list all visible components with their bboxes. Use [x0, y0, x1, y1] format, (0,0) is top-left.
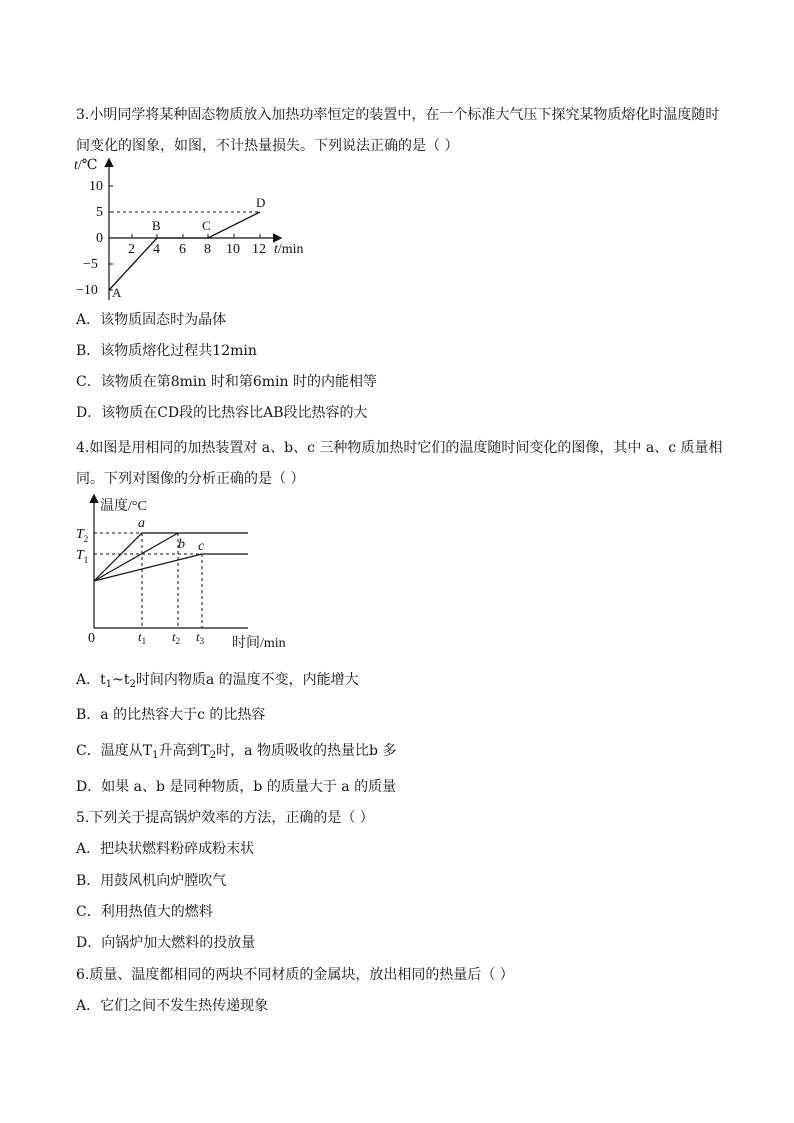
question-4-option-d: D．如果 a、b 是同种物质，b 的质量大于 a 的质量: [76, 779, 397, 795]
svg-text:t/min: [274, 242, 304, 257]
question-5-option-a: A．把块状燃料粉碎成粉末状: [76, 841, 255, 857]
curve-c-label: c: [198, 539, 205, 554]
curve-a: [94, 533, 248, 581]
x-tick-6: 6: [179, 242, 186, 257]
curve-a-label: a: [138, 516, 145, 531]
question-3-option-d: D．该物质在CD段的比热容比AB段比热容的大: [76, 405, 368, 421]
point-d-label: D: [256, 195, 266, 210]
question-6-stem: 6.质量、温度都相同的两块不同材质的金属块，放出相同的热量后（ ）: [76, 967, 514, 983]
question-3-option-a: A．该物质固态时为晶体: [76, 312, 227, 328]
y-tick-5: 5: [96, 205, 103, 220]
melting-graph: [70, 152, 320, 302]
question-3-option-c: C．该物质在第8min 时和第6min 时的内能相等: [76, 374, 377, 390]
x-axis-label-unit: /min: [277, 242, 304, 257]
y-tick-neg10: −10: [76, 283, 98, 298]
curve-b-label: b: [178, 537, 185, 552]
svg-text:t1: $t_1$: [138, 629, 147, 646]
x-axis-label-var: t: [274, 242, 278, 257]
heating-graph: [70, 492, 310, 652]
question-4-stem: 4.如图是用相同的加热装置对 a、b、c 三种物质加热时它们的温度随时间变化的图像，其中 a、c 质量相同。下列对图像的分析正确的是（ ）: [76, 440, 723, 487]
x-tick-2: 2: [128, 242, 135, 257]
x-tick-10: 10: [226, 242, 240, 257]
point-a-label: A: [112, 285, 122, 300]
x-axis-label: 时间/min: [232, 636, 286, 651]
question-4-option-c: C．温度从$T_1$升高到$T_2$时，a 物质吸收的热量比b 多: [76, 743, 397, 761]
question-5-option-d: D．向锅炉加大燃料的投放量: [76, 935, 256, 951]
point-b-label: B: [152, 218, 161, 233]
point-c-label: C: [202, 218, 211, 233]
question-5-option-b: B．用鼓风机向炉膛吹气: [76, 873, 227, 889]
question-5-stem: 5.下列关于提高锅炉效率的方法，正确的是（ ）: [76, 810, 374, 826]
y-tick-neg5: −5: [83, 257, 98, 272]
svg-text:T2: $T_2$: [76, 527, 89, 544]
y-axis-label-var: t: [74, 158, 78, 173]
origin-label: 0: [88, 631, 95, 646]
curve-b: [94, 533, 178, 581]
question-3-stem: 3.小明同学将某种固态物质放入加热功率恒定的装置中，在一个标准大气压下探究某物质熔化时温度随时间变化的图象，如图，不计热量损失。下列说法正确的是（ ）: [76, 107, 720, 154]
question-5-option-c: C．利用热值大的燃料: [76, 904, 213, 920]
x-tick-12: 12: [252, 242, 266, 257]
question-6-option-a: A．它们之间不发生热传递现象: [76, 998, 269, 1014]
y-axis-label-unit: /℃: [77, 158, 98, 173]
svg-text:t2: $t_2$: [172, 629, 181, 646]
x-tick-8: 8: [204, 242, 211, 257]
svg-text:t/℃: [74, 158, 97, 173]
svg-text:T1: $T_1$: [76, 548, 89, 565]
y-axis-label: 温度/°C: [100, 499, 147, 514]
question-4-option-a: A．$t_1\sim t_2$时间内物质a 的温度不变，内能增大: [76, 672, 359, 690]
question-4-option-b: B．a 的比热容大于c 的比热容: [76, 707, 266, 723]
x-tick-4: 4: [153, 242, 160, 257]
y-tick-0: 0: [96, 231, 103, 246]
y-tick-10: 10: [89, 179, 103, 194]
question-3-option-b: B．该物质熔化过程共12min: [76, 343, 257, 359]
svg-text:t3: $t_3$: [196, 629, 205, 646]
